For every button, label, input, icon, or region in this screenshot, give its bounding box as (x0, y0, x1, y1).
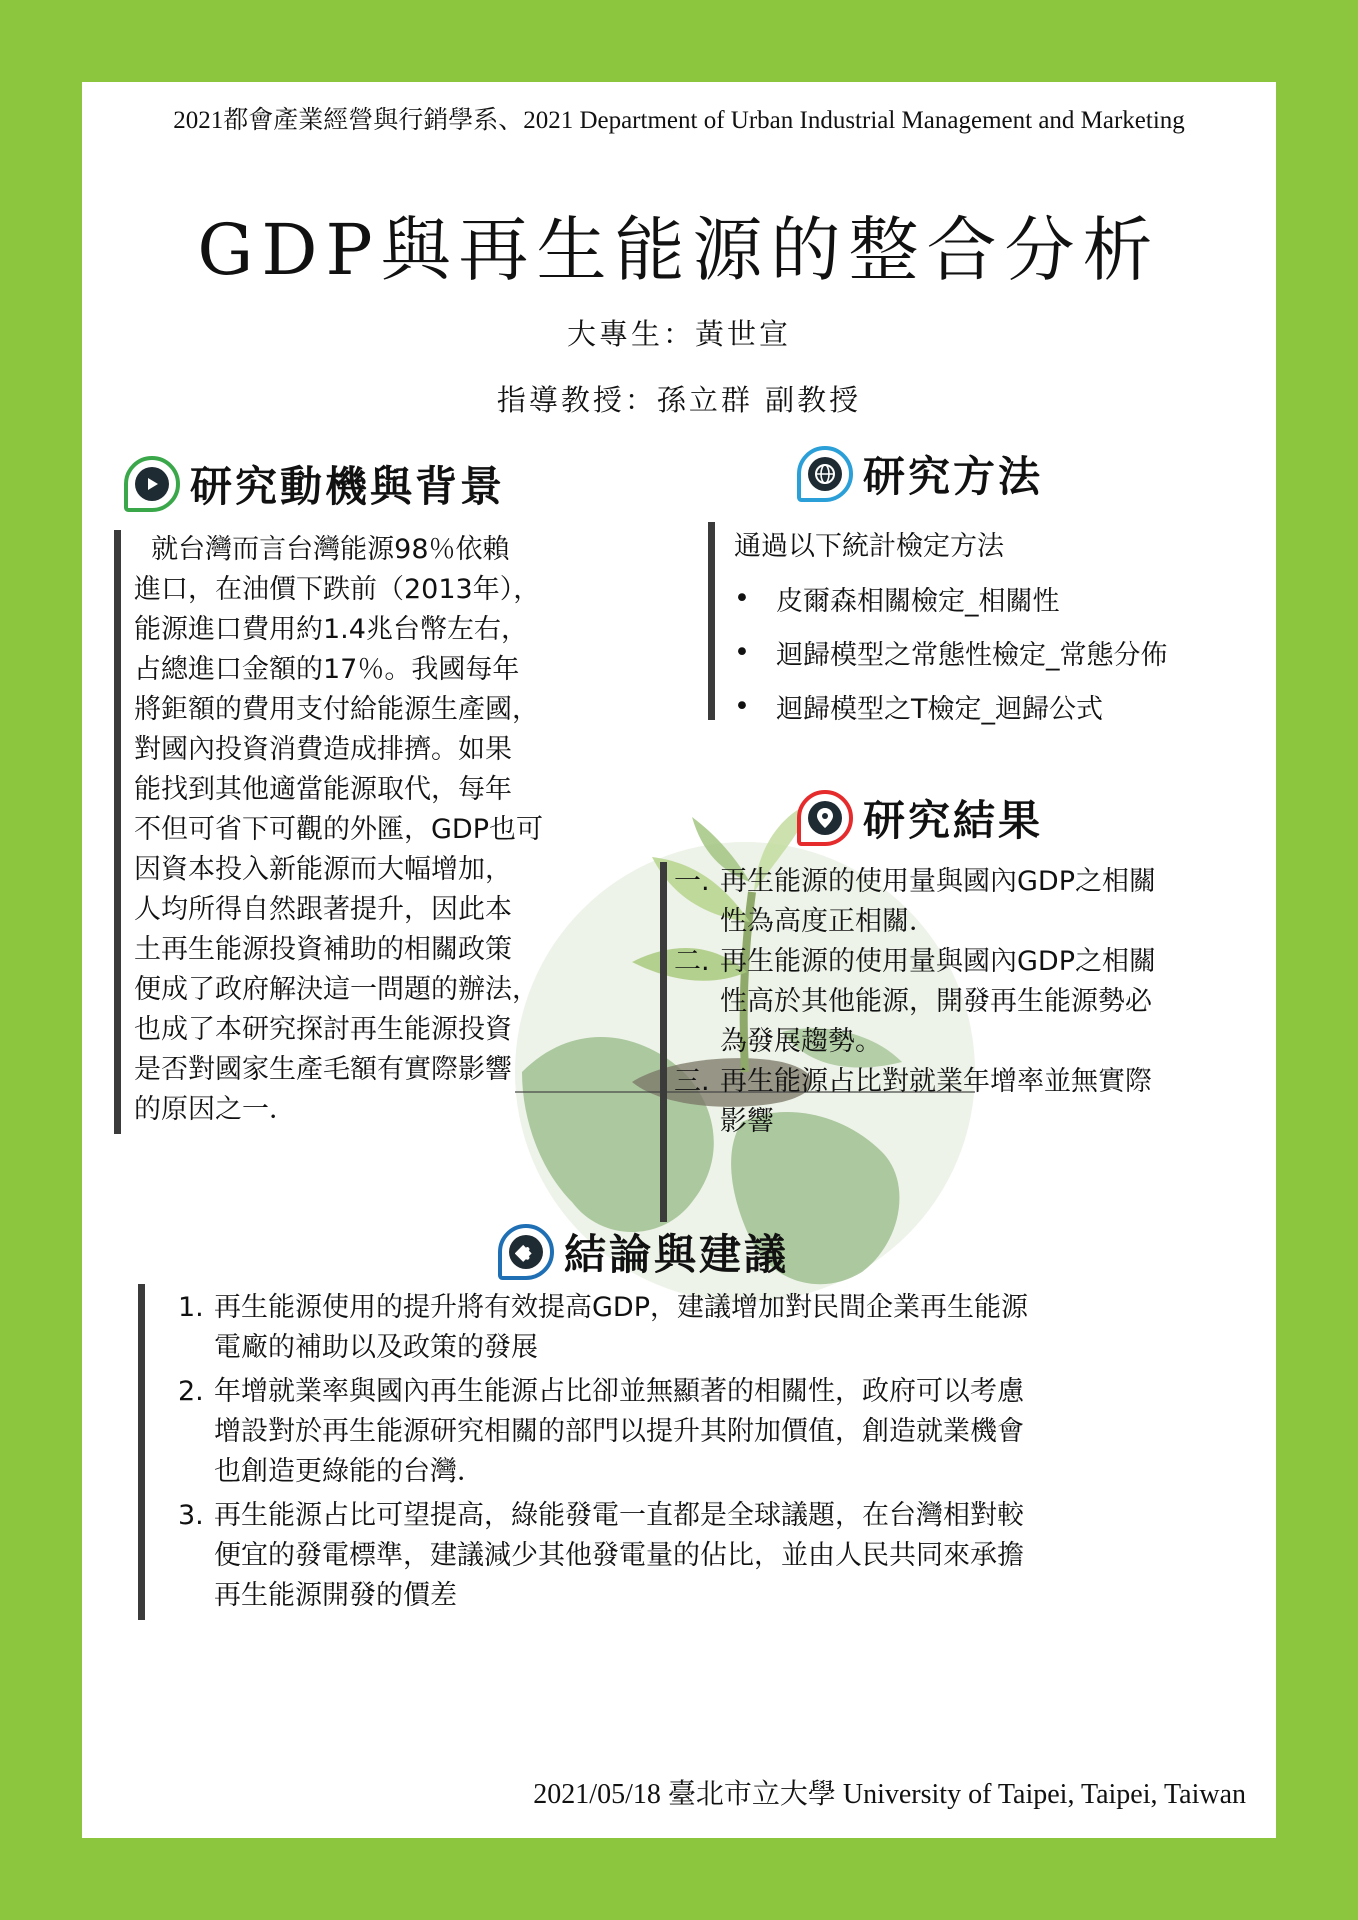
bullet-marker: • (734, 690, 750, 722)
results-heading-text: 研究結果 (863, 796, 1044, 845)
result-item-number: 二. (674, 946, 710, 977)
motivation-line: 也成了本研究探討再生能源投資 (134, 1014, 512, 1045)
result-item-text (720, 862, 1156, 942)
motivation-line: 土再生能源投資補助的相關政策 (134, 934, 512, 965)
conclusion-line: 再生能源使用的提升將有效提高GDP，建議增加對民間企業再生能源 (214, 1292, 1028, 1323)
conclusion-item-number: 1. (178, 1292, 204, 1323)
conclusion-heading-text: 結論與建議 (564, 1230, 790, 1279)
result-item-text (720, 1062, 1152, 1142)
result-item (674, 942, 1156, 1062)
conclusion-item-text (214, 1496, 1024, 1616)
result-line: 影響 (720, 1106, 774, 1137)
results-list (674, 862, 1156, 1142)
motivation-line: 人均所得自然跟著提升，因此本 (134, 894, 512, 925)
result-line: 再生能源的使用量與國內GDP之相關 (720, 946, 1156, 977)
conclusion-line: 增設對於再生能源研究相關的部門以提升其附加價值，創造就業機會 (214, 1416, 1024, 1447)
footer-date-location: 2021/05/18 臺北市立大學 University of Taipei, Taipei, Taiwan (533, 1779, 1246, 1810)
motivation-line: 不但可省下可觀的外匯，GDP也可 (134, 814, 543, 845)
methods-heading (797, 444, 1043, 504)
conclusion-line: 年增就業率與國內再生能源占比卻並無顯著的相關性，政府可以考慮 (214, 1376, 1024, 1407)
conclusion-line: 便宜的發電標準，建議減少其他發電量的佔比，並由人民共同來承擔 (214, 1540, 1024, 1571)
conclusion-item (178, 1496, 1028, 1616)
advisor-name: 指導教授：孫立群 副教授 (496, 383, 862, 417)
motivation-line: 占總進口金額的17％。我國每年 (134, 654, 520, 685)
result-item (674, 1062, 1156, 1142)
method-item (734, 679, 1168, 733)
conclusion-item-number: 3. (178, 1500, 204, 1531)
student-name: 大專生：黃世宣 (566, 317, 791, 351)
methods-accent-bar (708, 522, 715, 720)
conclusion-line: 再生能源開發的價差 (214, 1580, 457, 1611)
method-item (734, 571, 1168, 625)
department-header: 2021都會產業經營與行銷學系、2021 Department of Urban Industrial Management and Marketing (173, 107, 1185, 134)
conclusion-item (178, 1372, 1028, 1492)
conclusion-item (178, 1288, 1028, 1368)
bullet-marker: • (734, 582, 750, 614)
motivation-line: 進口，在油價下跌前（2013年）， (134, 574, 541, 605)
result-item (674, 862, 1156, 942)
motivation-line: 能找到其他適當能源取代，每年 (134, 774, 512, 805)
method-item-text: 迴歸模型之T檢定_迴歸公式 (776, 693, 1103, 725)
motivation-line: 將鉅額的費用支付給能源生產國， (134, 694, 539, 725)
conclusion-line: 電廠的補助以及政策的發展 (214, 1332, 538, 1363)
play-icon (124, 456, 180, 512)
motivation-line: 便成了政府解決這一問題的辦法， (134, 974, 539, 1005)
conclusion-item-text (214, 1288, 1028, 1368)
motivation-line: 的原因之一． (134, 1094, 296, 1125)
methods-heading-text: 研究方法 (863, 452, 1044, 501)
motivation-line: 是否對國家生產毛額有實際影響 (134, 1054, 512, 1085)
results-heading (797, 788, 1043, 848)
result-line: 再生能源占比對就業年增率並無實際 (720, 1066, 1152, 1097)
motivation-paragraph (134, 530, 543, 1130)
result-item-text (720, 942, 1156, 1062)
location-pin-icon (797, 790, 853, 846)
motivation-heading (124, 454, 505, 514)
motivation-line: 對國內投資消費造成排擠。如果 (134, 734, 512, 765)
poster-title: GDP與再生能源的整合分析 (197, 209, 1161, 291)
conclusion-line: 也創造更綠能的台灣． (214, 1456, 484, 1487)
method-item-text: 皮爾森相關檢定_相關性 (776, 585, 1060, 617)
result-line: 性為高度正相關． (720, 906, 936, 937)
result-item-number: 三. (674, 1066, 710, 1097)
motivation-line: 能源進口費用約1.4兆台幣左右， (134, 614, 528, 645)
bullet-marker: • (734, 636, 750, 668)
method-item (734, 625, 1168, 679)
results-accent-bar (660, 862, 667, 1222)
conclusion-item-text (214, 1372, 1024, 1492)
conclusion-line: 再生能源占比可望提高，綠能發電一直都是全球議題，在台灣相對較 (214, 1500, 1024, 1531)
methods-intro: 通過以下統計檢定方法 (734, 531, 1004, 562)
motivation-accent-bar (114, 530, 121, 1134)
result-line: 再生能源的使用量與國內GDP之相關 (720, 866, 1156, 897)
methods-list (734, 524, 1168, 733)
result-item-number: 一. (674, 866, 710, 897)
conclusion-heading (498, 1222, 789, 1282)
method-item-text: 迴歸模型之常態性檢定_常態分佈 (776, 639, 1168, 671)
puzzle-icon (498, 1224, 554, 1280)
conclusion-item-number: 2. (178, 1376, 204, 1407)
result-line: 性高於其他能源，開發再生能源勢必 (720, 986, 1152, 1017)
conclusion-list (178, 1288, 1028, 1620)
motivation-line: 因資本投入新能源而大幅增加， (134, 854, 512, 885)
globe-icon (797, 446, 853, 502)
motivation-heading-text: 研究動機與背景 (190, 462, 506, 511)
motivation-line: 就台灣而言台灣能源98％依賴 (134, 534, 510, 565)
poster-page (82, 82, 1276, 1838)
result-line: 為發展趨勢。 (720, 1026, 882, 1057)
conclusion-accent-bar (138, 1284, 145, 1620)
